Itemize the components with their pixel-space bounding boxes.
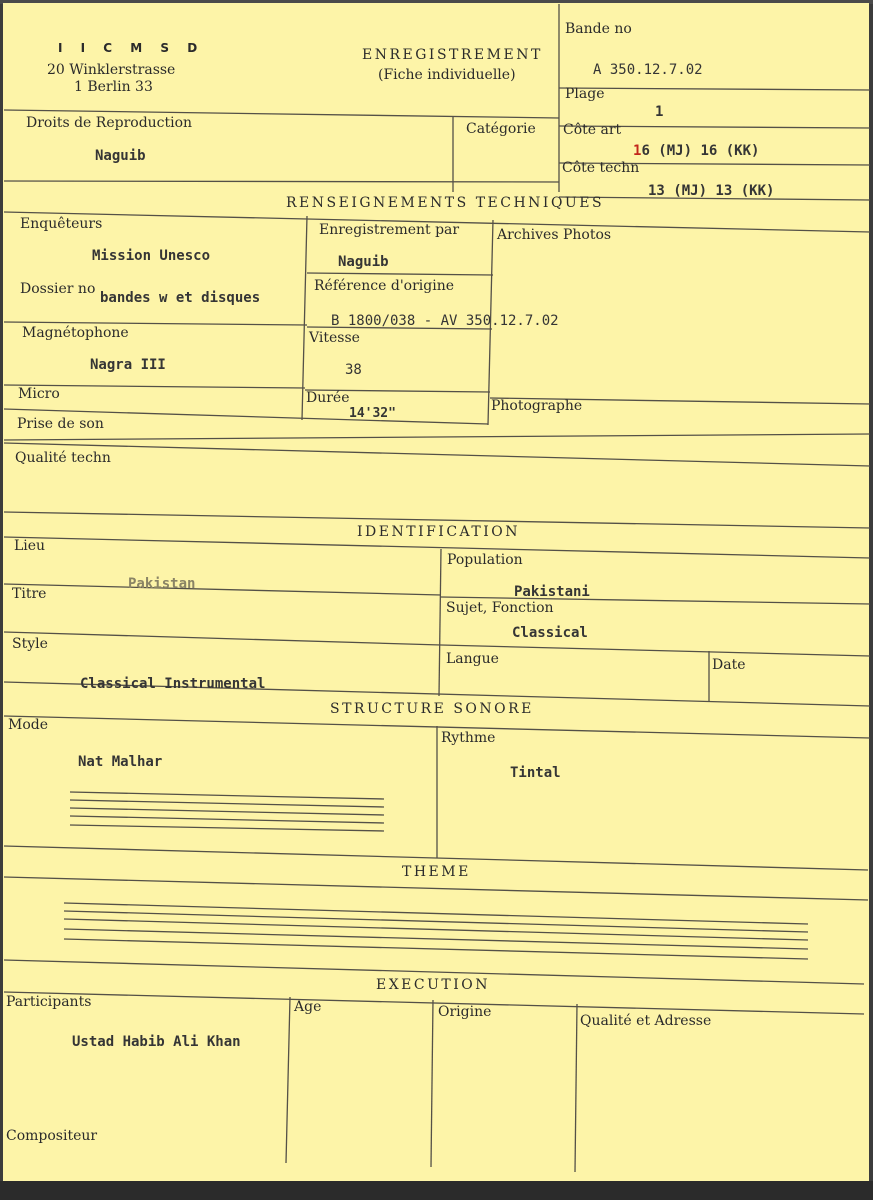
participants-label: Participants bbox=[6, 994, 92, 1010]
origine-label: Origine bbox=[438, 1004, 492, 1020]
plage-value: 1 bbox=[655, 104, 664, 120]
reference-value: B 1800/038 - AV 350.12.7.02 bbox=[331, 313, 559, 329]
section-exec-heading: EXECUTION bbox=[376, 977, 491, 993]
qualite-techn-label: Qualité techn bbox=[15, 450, 111, 466]
section-tech-heading: RENSEIGNEMENTS TECHNIQUES bbox=[286, 195, 605, 211]
rythme-label: Rythme bbox=[441, 730, 496, 746]
form-title: ENREGISTREMENT bbox=[362, 47, 543, 63]
magnetophone-label: Magnétophone bbox=[22, 325, 129, 341]
cote-art-value bbox=[633, 143, 759, 159]
qualite-adresse-label: Qualité et Adresse bbox=[580, 1013, 712, 1029]
dossier-value: bandes w et disques bbox=[100, 290, 261, 306]
bande-no-label: Bande no bbox=[565, 21, 632, 37]
date-label: Date bbox=[712, 657, 746, 673]
duree-value: 14'32" bbox=[349, 406, 396, 421]
titre-label: Titre bbox=[12, 586, 47, 602]
population-label: Population bbox=[447, 552, 523, 568]
bande-no-value: A 350.12.7.02 bbox=[593, 62, 703, 78]
cote-art-correction-mark: 1 bbox=[633, 143, 642, 159]
vitesse-value: 38 bbox=[345, 362, 362, 378]
enqueteurs-label: Enquêteurs bbox=[20, 216, 103, 232]
prise-de-son-label: Prise de son bbox=[17, 416, 104, 432]
vitesse-label: Vitesse bbox=[309, 330, 360, 346]
section-theme-heading: THEME bbox=[402, 864, 471, 880]
mode-label: Mode bbox=[8, 717, 49, 733]
style-label: Style bbox=[12, 636, 48, 652]
org-street: 20 Winklerstrasse bbox=[47, 62, 176, 78]
lieu-value: Pakistan bbox=[128, 576, 196, 592]
section-struct-heading: STRUCTURE SONORE bbox=[330, 701, 534, 717]
enregistrement-par-value: Naguib bbox=[338, 254, 389, 270]
age-label: Age bbox=[294, 999, 322, 1015]
org-city: 1 Berlin 33 bbox=[74, 79, 153, 95]
archives-photos-label: Archives Photos bbox=[497, 227, 612, 243]
micro-label: Micro bbox=[18, 386, 60, 402]
droits-value: Naguib bbox=[95, 148, 146, 164]
photographe-label: Photographe bbox=[491, 398, 583, 414]
sujet-value: Classical bbox=[512, 625, 588, 641]
plage-label: Plage bbox=[565, 86, 605, 102]
compositeur-label: Compositeur bbox=[6, 1128, 98, 1144]
lieu-label: Lieu bbox=[14, 538, 46, 554]
cote-art-text: 6 (MJ) 16 (KK) bbox=[641, 143, 760, 159]
duree-label: Durée bbox=[306, 390, 350, 406]
form-subtitle: (Fiche individuelle) bbox=[378, 67, 516, 83]
dossier-label: Dossier no bbox=[20, 281, 96, 297]
langue-label: Langue bbox=[446, 651, 499, 667]
cote-art-label: Côte art bbox=[563, 122, 622, 138]
population-value: Pakistani bbox=[514, 584, 590, 600]
org-name: I I C M S D bbox=[58, 41, 205, 55]
mode-value: Nat Malhar bbox=[78, 754, 163, 770]
categorie-label: Catégorie bbox=[466, 121, 536, 137]
cote-techn-value: 13 (MJ) 13 (KK) bbox=[648, 183, 775, 199]
enregistrement-par-label: Enregistrement par bbox=[319, 222, 460, 238]
cote-techn-label: Côte techn bbox=[562, 160, 640, 176]
enqueteurs-value: Mission Unesco bbox=[92, 248, 211, 264]
droits-label: Droits de Reproduction bbox=[26, 115, 193, 131]
section-ident-heading: IDENTIFICATION bbox=[357, 524, 520, 540]
sujet-label: Sujet, Fonction bbox=[446, 600, 554, 616]
rythme-value: Tintal bbox=[510, 765, 561, 781]
style-value: Classical Instrumental bbox=[80, 676, 266, 692]
reference-label: Référence d'origine bbox=[314, 278, 455, 294]
magnetophone-value: Nagra III bbox=[90, 357, 166, 373]
participants-value: Ustad Habib Ali Khan bbox=[72, 1034, 241, 1050]
